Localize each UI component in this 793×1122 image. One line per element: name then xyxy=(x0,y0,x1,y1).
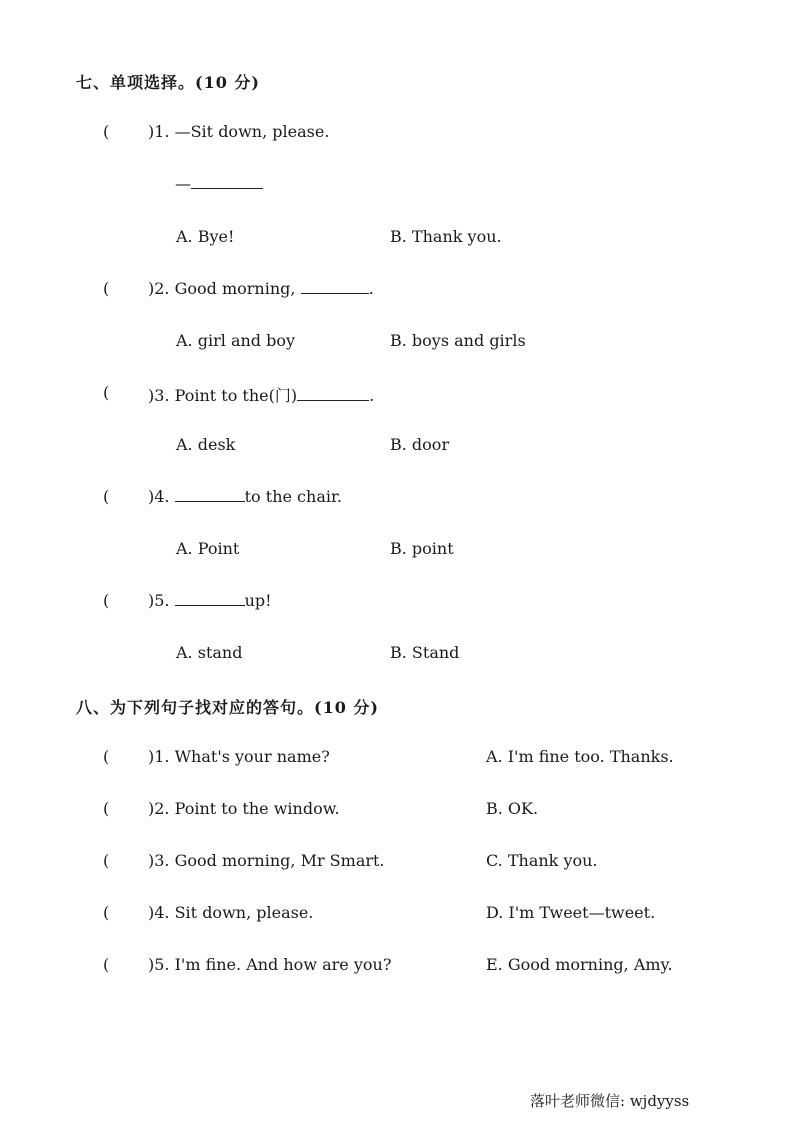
answer-paren: ( xyxy=(103,122,110,141)
option-a: A. desk xyxy=(176,435,236,454)
question-text: )2. Good morning, xyxy=(148,279,296,298)
match-answer-d: D. I'm Tweet—tweet. xyxy=(486,903,656,922)
match-answer-b: B. OK. xyxy=(486,799,539,818)
blank-line[interactable] xyxy=(175,487,245,502)
section7-title: 七、单项选择。(10 分) xyxy=(76,73,260,92)
option-b: B. Stand xyxy=(390,643,460,662)
question-4 xyxy=(148,487,342,506)
question-text: )4. xyxy=(148,487,170,506)
answer-paren: ( xyxy=(103,279,110,298)
question-end: up! xyxy=(244,591,272,610)
answer-paren: ( xyxy=(103,591,110,610)
question-end: to the chair. xyxy=(244,487,342,506)
option-b: B. door xyxy=(390,435,450,454)
match-question-5: )5. I'm fine. And how are you? xyxy=(148,955,392,974)
blank-line[interactable] xyxy=(191,174,263,189)
option-b: B. point xyxy=(390,539,454,558)
answer-paren: ( xyxy=(103,955,110,974)
answer-paren: ( xyxy=(103,799,110,818)
question-text: )5. xyxy=(148,591,170,610)
answer-line-1 xyxy=(175,174,263,193)
option-a: A. Bye! xyxy=(176,227,235,246)
option-a: A. stand xyxy=(176,643,243,662)
match-question-4: )4. Sit down, please. xyxy=(148,903,314,922)
dash: — xyxy=(175,174,191,193)
question-2 xyxy=(148,279,374,298)
answer-paren: ( xyxy=(103,487,110,506)
question-end: . xyxy=(368,279,374,298)
question-5 xyxy=(148,591,272,610)
option-b: B. Thank you. xyxy=(390,227,502,246)
question-1: )1. —Sit down, please. xyxy=(148,122,330,141)
question-end: . xyxy=(369,386,375,405)
answer-paren: ( xyxy=(103,383,110,402)
question-text: )3. Point to the(门) xyxy=(148,386,298,405)
question-3 xyxy=(148,383,374,406)
match-question-1: )1. What's your name? xyxy=(148,747,330,766)
match-question-3: )3. Good morning, Mr Smart. xyxy=(148,851,385,870)
answer-paren: ( xyxy=(103,851,110,870)
answer-paren: ( xyxy=(103,903,110,922)
footer-contact: 落叶老师微信: wjdyyss xyxy=(530,1092,690,1110)
match-answer-c: C. Thank you. xyxy=(486,851,598,870)
blank-line[interactable] xyxy=(297,386,369,401)
blank-line[interactable] xyxy=(175,591,245,606)
option-a: A. girl and boy xyxy=(176,331,296,350)
answer-paren: ( xyxy=(103,747,110,766)
section8-title: 八、为下列句子找对应的答句。(10 分) xyxy=(76,698,379,717)
match-answer-a: A. I'm fine too. Thanks. xyxy=(486,747,674,766)
blank-line[interactable] xyxy=(301,279,369,294)
match-question-2: )2. Point to the window. xyxy=(148,799,340,818)
match-answer-e: E. Good morning, Amy. xyxy=(486,955,673,974)
option-b: B. boys and girls xyxy=(390,331,526,350)
option-a: A. Point xyxy=(176,539,240,558)
